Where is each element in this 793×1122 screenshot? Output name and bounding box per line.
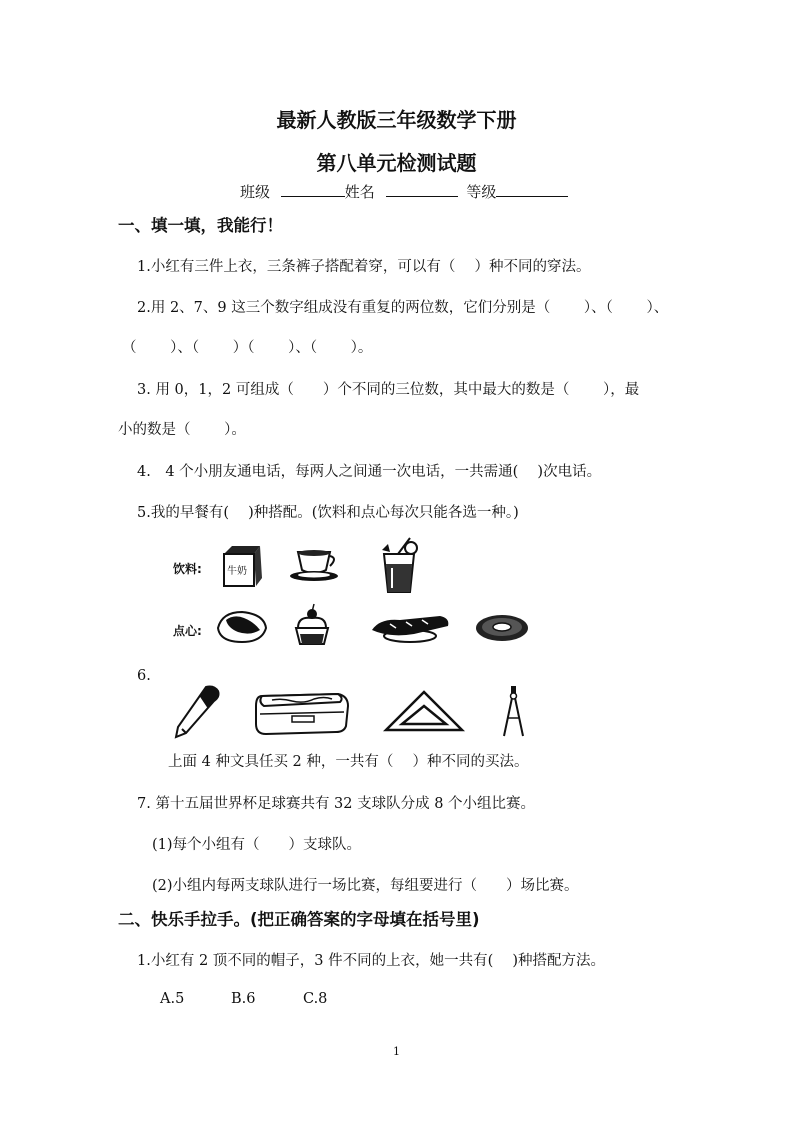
drinks-label: 饮料: xyxy=(173,562,202,576)
cupcake-icon xyxy=(292,602,332,648)
question-1-1: 1.小红有三件上衣，三条裤子搭配着穿，可以有（ ）种不同的穿法。 xyxy=(137,259,591,275)
milk-box-text: 牛奶 xyxy=(227,566,247,577)
question-1-3-line2: 小的数是（ ）。 xyxy=(118,422,246,438)
name-blank[interactable] xyxy=(386,182,458,197)
set-square-icon xyxy=(384,690,464,734)
question-1-2-line1: 2.用 2、7、9 这三个数字组成没有重复的两位数，它们分别是（ ）、（ ）、 xyxy=(137,300,669,316)
class-label: 班级 xyxy=(240,183,271,201)
question-1-6-number: 6. xyxy=(137,668,151,684)
question-1-7-2: (2)小组内每两支球队进行一场比赛，每组要进行（ ）场比赛。 xyxy=(152,878,579,894)
question-2-1: 1.小红有 2 顶不同的帽子，3 件不同的上衣，她一共有( )种搭配方法。 xyxy=(137,953,606,969)
donut-icon xyxy=(474,612,530,642)
question-1-3-line1: 3. 用 0，1，2 可组成（ ）个不同的三位数，其中最大的数是（ ），最 xyxy=(137,382,640,398)
bread-roll-icon xyxy=(214,608,270,646)
question-1-5: 5.我的早餐有( )种搭配。(饮料和点心每次只能各选一种。) xyxy=(137,505,519,521)
section-1-heading: 一、填一填，我能行！ xyxy=(118,216,283,235)
option-b[interactable]: B.6 xyxy=(231,991,256,1007)
page-number: 1 xyxy=(393,1045,400,1058)
pencil-case-icon xyxy=(252,688,352,736)
option-c[interactable]: C.8 xyxy=(303,991,328,1007)
grade-blank[interactable] xyxy=(496,182,568,197)
coffee-cup-icon xyxy=(290,548,342,584)
question-1-4: 4. 4 个小朋友通电话，每两人之间通一次电话，一共需通( )次电话。 xyxy=(137,464,602,480)
snacks-label: 点心: xyxy=(173,624,202,638)
question-1-2-line2: （ ）、（ ）（ ）、（ ）。 xyxy=(122,340,373,356)
milk-carton-icon xyxy=(218,544,264,588)
info-line xyxy=(240,181,568,202)
name-label: 姓名 xyxy=(344,183,375,201)
juice-glass-icon xyxy=(378,536,422,596)
page-subtitle: 第八单元检测试题 xyxy=(316,151,477,175)
question-1-7-1: (1)每个小组有（ ）支球队。 xyxy=(152,837,362,853)
question-1-7: 7. 第十五届世界杯足球赛共有 32 支球队分成 8 个小组比赛。 xyxy=(137,796,536,812)
cake-roll-icon xyxy=(370,612,452,644)
question-1-6: 上面 4 种文具任买 2 种，一共有（ ）种不同的买法。 xyxy=(168,754,529,770)
grade-label: 等级 xyxy=(466,183,497,201)
compass-icon xyxy=(500,684,528,740)
pen-icon xyxy=(170,683,222,741)
section-2-heading: 二、快乐手拉手。(把正确答案的字母填在括号里) xyxy=(118,910,480,929)
option-a[interactable]: A.5 xyxy=(160,991,185,1007)
page-title: 最新人教版三年级数学下册 xyxy=(276,108,517,132)
class-blank[interactable] xyxy=(281,182,345,197)
